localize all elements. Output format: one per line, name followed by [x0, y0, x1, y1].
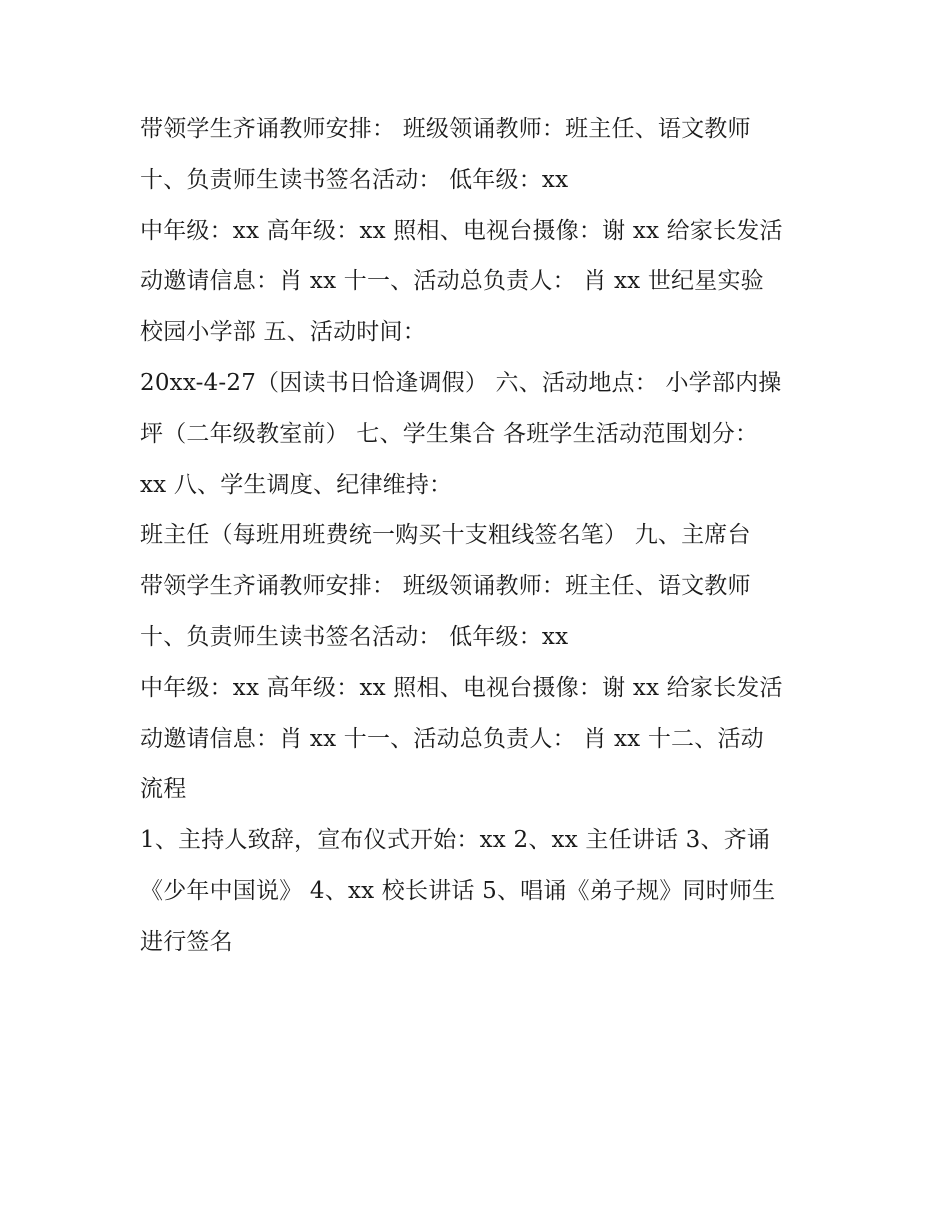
text-line: xx 八、学生调度、纪律维持： [140, 471, 453, 498]
text-line: 带领学生齐诵教师安排： 班级领诵教师：班主任、语文教师 [140, 116, 751, 142]
text-line: 带领学生齐诵教师安排： 班级领诵教师：班主任、语文教师 [140, 573, 751, 600]
text-line: 20xx-4-27（因读书日恰逢调假） 六、活动地点： 小学部内操 [140, 369, 782, 396]
text-line: 校园小学部 五、活动时间： [140, 319, 426, 346]
text-line: 进行签名 [140, 928, 233, 955]
text-line: 班主任（每班用班费统一购买十支粗线签名笔） 九、主席台 [140, 522, 751, 549]
text-line: 坪（二年级教室前） 七、学生集合 各班学生活动范围划分： [140, 420, 759, 447]
text-line: 中年级：xx 高年级：xx 照相、电视台摄像：谢 xx 给家长发活 [140, 674, 783, 701]
text-line: 中年级：xx 高年级：xx 照相、电视台摄像：谢 xx 给家长发活 [140, 217, 783, 244]
text-line: 动邀请信息：肖 xx 十一、活动总负责人： 肖 xx 世纪星实验 [140, 268, 764, 295]
text-line: 十、负责师生读书签名活动： 低年级：xx [140, 623, 569, 650]
text-line: 《少年中国说》 4、xx 校长讲话 5、唱诵《弟子规》同时师生 [140, 877, 776, 904]
text-line: 1、主持人致辞，宣布仪式开始：xx 2、xx 主任讲话 3、齐诵 [140, 827, 771, 854]
text-line: 十、负责师生读书签名活动： 低年级：xx [140, 166, 569, 193]
document-body [140, 104, 820, 968]
text-line: 动邀请信息：肖 xx 十一、活动总负责人： 肖 xx 十二、活动 [140, 725, 764, 752]
text-line: 流程 [140, 776, 187, 803]
